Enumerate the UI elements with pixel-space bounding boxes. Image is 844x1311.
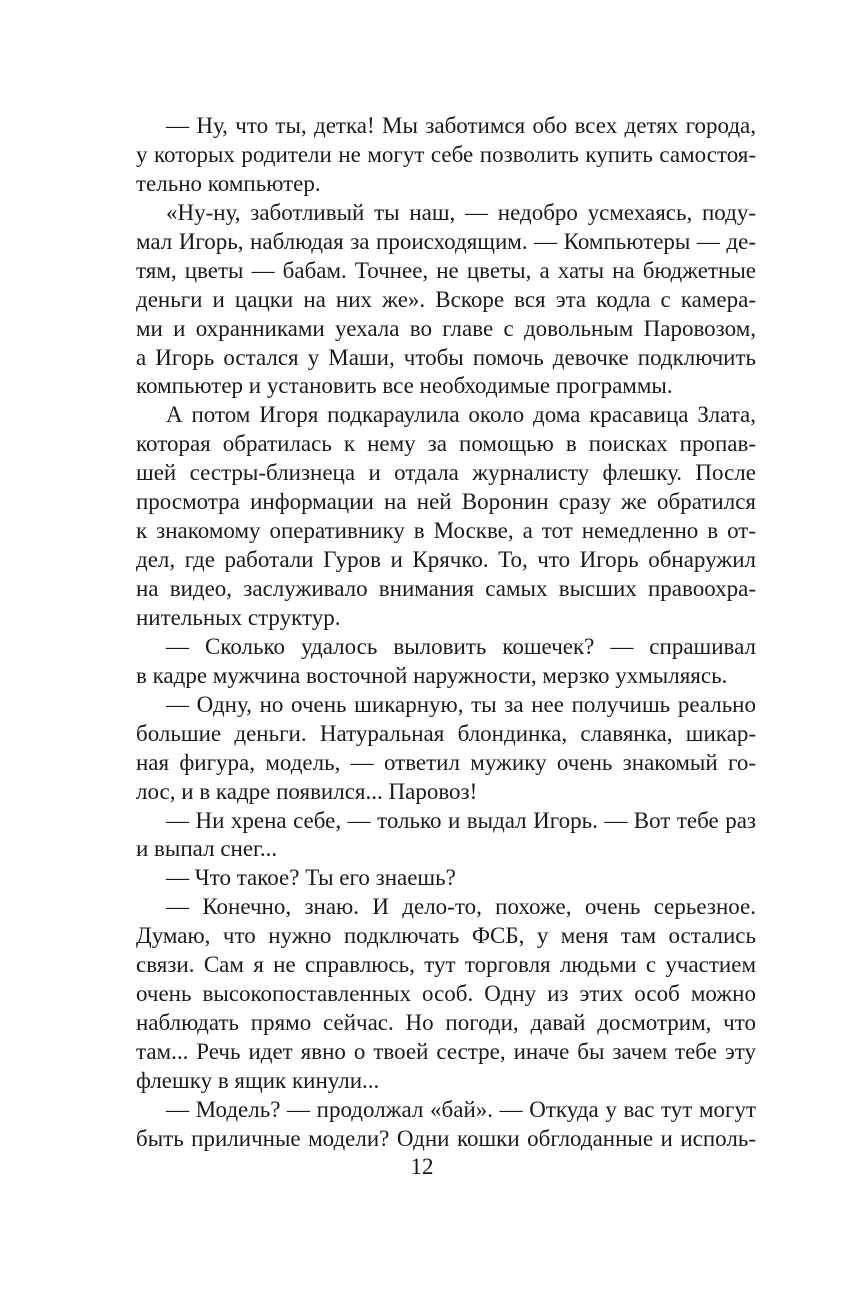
text-line: в кадре мужчина восточной наружности, мерзко ухмыляясь. <box>136 662 728 688</box>
text-line: и выпал снег... <box>136 836 278 862</box>
text-line: — Ни хрена себе, — только и выдал Игорь. — Вот тебе раз <box>166 807 756 833</box>
body-text <box>136 112 756 1154</box>
text-line: связи. Сам я не справлюсь, тут торговля людьми с участием <box>136 952 756 978</box>
text-line: лос, и в кадре появился... Паровоз! <box>136 778 478 804</box>
text-line: дел, где работали Гуров и Крячко. То, что Игорь обнаружил <box>136 547 756 573</box>
text-line: — Модель? — продолжал «бай». — Откуда у вас тут могут <box>166 1096 756 1122</box>
text-line: тельно компьютер. <box>136 170 321 196</box>
page-number: 12 <box>410 1154 434 1179</box>
text-line: просмотра информации на ней Воронин сразу же обратился <box>136 489 756 515</box>
text-line: очень высокопоставленных особ. Одну из этих особ можно <box>136 981 756 1007</box>
text-line: А потом Игоря подкараулила около дома красавица Злата, <box>166 402 756 428</box>
text-line: деньги и цацки на них же». Вскоре вся эта кодла с камера- <box>136 286 756 312</box>
text-line: на видео, заслуживало внимания самых высших правоохра- <box>136 576 756 601</box>
text-line: к знакомому оперативнику в Москве, а тот немедленно в от- <box>136 518 756 544</box>
text-line: — Сколько удалось выловить кошечек? — спрашивал <box>166 633 756 659</box>
text-line: шей сестры-близнеца и отдала журналисту флешку. После <box>136 460 756 486</box>
text-line: флешку в ящик кинули... <box>136 1067 380 1093</box>
text-line: — Что такое? Ты его знаешь? <box>166 865 456 891</box>
text-line: мал Игорь, наблюдая за происходящим. — Компьютеры — де- <box>136 228 756 254</box>
text-line: а Игорь остался у Маши, чтобы помочь девочке подключить <box>136 344 756 370</box>
text-line: там... Речь идет явно о твоей сестре, иначе бы зачем тебе эту <box>136 1039 756 1064</box>
text-line: нительных структур. <box>136 604 341 630</box>
text-line: компьютер и установить все необходимые программы. <box>136 373 673 399</box>
text-line: — Конечно, знаю. И дело-то, похоже, очень серьезное. <box>166 894 756 920</box>
text-line: быть приличные модели? Одни кошки обглоданные и исполь- <box>136 1125 756 1151</box>
text-line: — Одну, но очень шикарную, ты за нее получишь реально <box>166 691 756 717</box>
text-line: которая обратилась к нему за помощью в поисках пропав- <box>136 431 756 457</box>
text-line: ная фигура, модель, — ответил мужику очень знакомый го- <box>136 749 756 775</box>
text-line: у которых родители не могут себе позволить купить самостоя- <box>136 141 756 167</box>
text-line: «Ну-ну, заботливый ты наш, — недобро усмехаясь, поду- <box>166 199 756 225</box>
text-line: наблюдать прямо сейчас. Но погоди, давай досмотрим, что <box>136 1010 756 1036</box>
text-line: тям, цветы — бабам. Точнее, не цветы, а хаты на бюджетные <box>136 257 756 283</box>
text-line: большие деньги. Натуральная блондинка, славянка, шикар- <box>136 720 756 746</box>
text-line: Думаю, что нужно подключать ФСБ, у меня там остались <box>136 923 756 949</box>
text-line: — Ну, что ты, детка! Мы заботимся обо всех детях города, <box>166 113 756 138</box>
text-line: ми и охранниками уехала во главе с довольным Паровозом, <box>136 315 756 341</box>
